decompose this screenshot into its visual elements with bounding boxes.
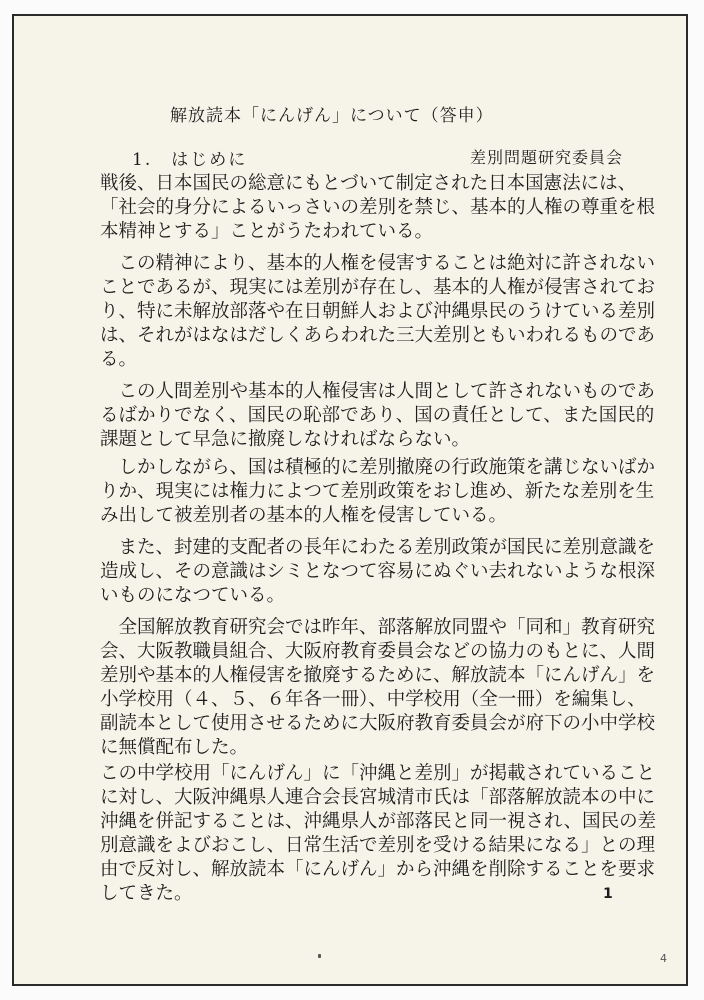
text-line: るばかりでなく、国民の恥部であり、国の責任として、また国民的 [100,405,655,426]
paragraph-3 [100,380,656,452]
corner-mark: 4 [660,952,667,965]
text-line: 別意識をよびおこし、日常生活で差別を受ける結果になる」との理 [100,835,656,856]
text-line: ことであるが、現実には差別が存在し、基本的人権が侵害されてお [100,277,656,298]
page-number: 1 [603,886,613,902]
text-line: 会、大阪教職員組合、大阪府教育委員会などの協力のもとに、人間 [100,641,656,662]
text-line: また、封建的支配者の長年にわたる差別政策が国民に差別意識を [100,537,656,558]
text-line: りか、現実には権力によつて差別政策をおし進め、新たな差別を生 [100,481,655,502]
paragraph-7 [100,762,657,906]
paragraph-2 [100,252,656,372]
text-line: に無償配布した。 [100,737,249,758]
text-line: 戦後、日本国民の総意にもとづいて制定された日本国憲法には、 [100,173,637,194]
document-title: 解放読本「にんげん」について（答申） [170,106,494,126]
text-line: 課題として早急に撤廃しなければならない。 [100,429,471,450]
text-line: は、それがはなはだしくあらわれた三大差別ともいわれるものであ [100,325,656,346]
text-line: 由で反対し、解放読本「にんげん」から沖縄を削除することを要求 [100,859,656,880]
text-line: 小学校用（４、５、６年各一冊）、中学校用（全一冊）を編集し、 [100,689,646,710]
text-line: り、特に未解放部落や在日朝鮮人および沖縄県民のうけている差別 [100,301,656,322]
text-line: み出して被差別者の基本的人権を侵害している。 [100,505,508,526]
author-committee: 差別問題研究委員会 [470,148,624,167]
text-line: してきた。 [100,883,193,904]
text-line: いものになつている。 [100,585,286,606]
text-line: 本精神とする」ことがうたわれている。 [100,221,434,242]
text-line: 差別や基本的人権侵害を撤廃するために、解放読本「にんげん」を [100,665,656,686]
paragraph-4 [100,456,656,528]
text-line: 沖縄を併記することは、沖縄県人が部落民と同一視され、国民の差 [100,811,657,832]
ink-speck [318,954,321,958]
text-line: 造成し、その意識はシミとなつて容易にぬぐい去れないような根深 [100,561,656,582]
section-heading: 1. はじめに [132,150,248,170]
text-line: この人間差別や基本的人権侵害は人間として許されないものであ [100,381,656,402]
paragraph-5 [100,536,656,608]
text-line: 全国解放教育研究会では昨年、部落解放同盟や「同和」教育研究 [100,617,656,638]
text-line: 副読本として使用させるために大阪府教育委員会が府下の小中学校 [100,713,656,734]
paragraph-1 [100,172,656,244]
document-body [100,172,657,906]
text-line: この精神により、基本的人権を侵害することは絶対に許されない [100,253,656,274]
text-line: しかしながら、国は積極的に差別撤廃の行政施策を講じないばか [100,457,656,478]
paragraph-6 [100,616,656,760]
text-line: 「社会的身分によるいっさいの差別を禁じ、基本的人権の尊重を根 [100,197,656,218]
text-line: この中学校用「にんげん」に「沖縄と差別」が掲載されていること [100,763,656,784]
text-line: に対し、大阪沖縄県人連合会長宮城清市氏は「部落解放読本の中に [100,787,656,808]
text-line: る。 [100,349,138,370]
